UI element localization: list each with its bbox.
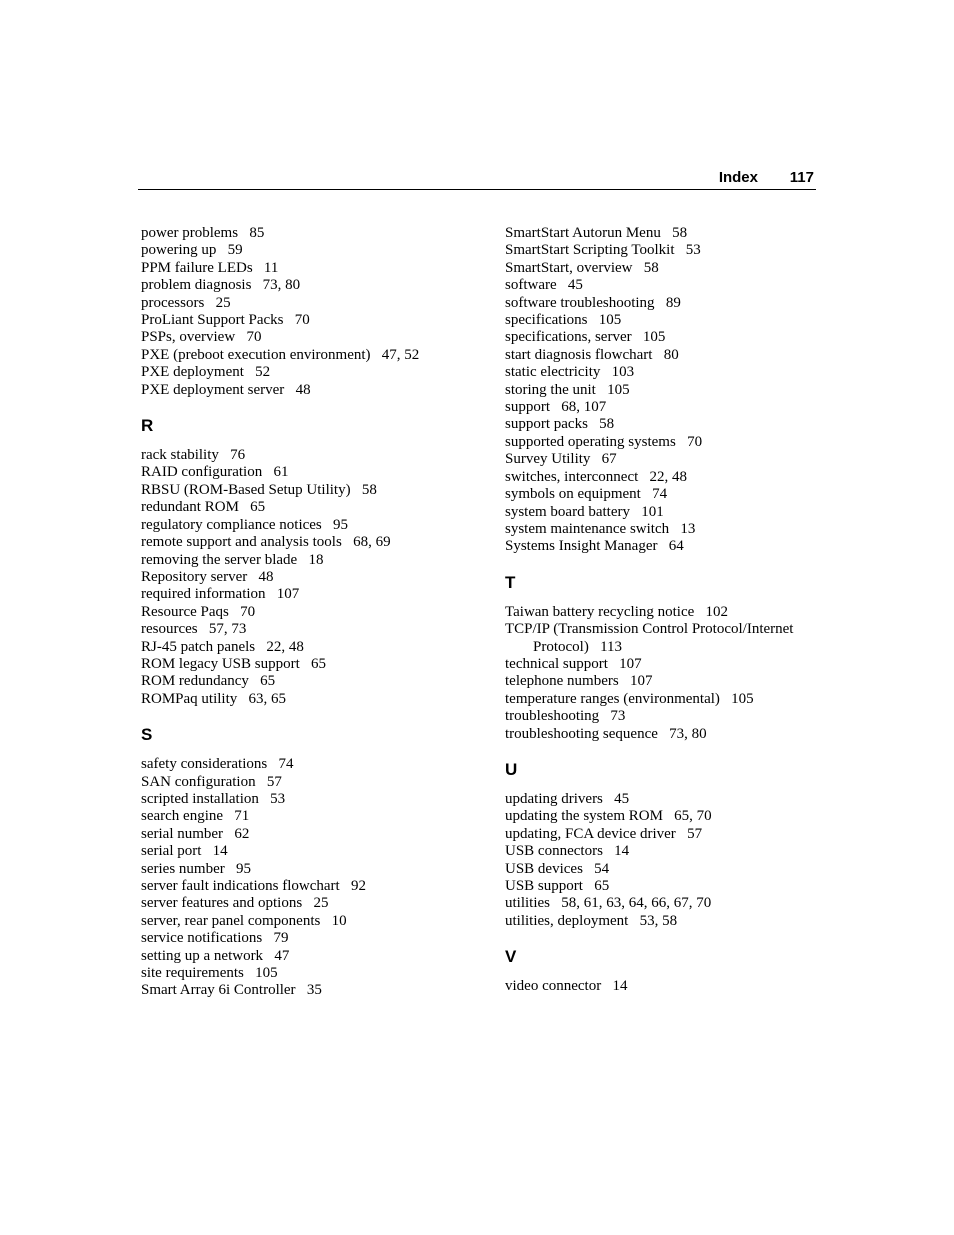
index-term: telephone numbers	[505, 673, 619, 690]
index-term: USB devices	[505, 860, 583, 877]
index-entry	[141, 312, 491, 329]
index-page-refs: 67	[601, 451, 617, 468]
index-page-refs: 64	[668, 538, 684, 555]
index-term: PXE (preboot execution environment)	[141, 346, 371, 363]
index-entry	[505, 691, 825, 708]
index-page-refs: 107	[629, 673, 653, 690]
index-entry	[505, 621, 825, 656]
index-entry	[141, 656, 491, 673]
index-entry	[505, 538, 825, 555]
index-page-refs: 105	[731, 690, 754, 707]
index-term: SmartStart Autorun Menu	[505, 225, 661, 241]
index-page-refs: 74	[652, 486, 668, 503]
index-entry	[141, 347, 491, 364]
index-term: SAN configuration	[141, 773, 256, 790]
index-page-refs: 71	[234, 808, 250, 825]
index-term: SmartStart, overview	[505, 259, 633, 276]
index-term: series number	[141, 860, 225, 877]
index-page-refs: 107	[619, 655, 642, 672]
index-entry	[505, 347, 825, 364]
index-page-refs: 107	[276, 586, 300, 603]
index-entry	[141, 843, 491, 860]
index-term: video connector	[505, 978, 602, 995]
index-term: regulatory compliance notices	[141, 516, 322, 533]
index-entry	[505, 312, 825, 329]
index-term: problem diagnosis	[141, 277, 252, 294]
index-term: technical support	[505, 655, 608, 672]
index-entry	[141, 895, 491, 912]
index-entry	[505, 878, 825, 895]
index-term: system maintenance switch	[505, 520, 670, 537]
index-entry	[141, 826, 491, 843]
index-page-refs: 45	[614, 790, 630, 807]
index-entry	[141, 329, 491, 346]
index-entry	[505, 708, 825, 725]
index-entry	[505, 416, 825, 433]
index-entry	[141, 604, 491, 621]
index-entry	[505, 486, 825, 503]
index-entry	[505, 451, 825, 468]
index-page-refs: 79	[273, 930, 289, 947]
index-term: static electricity	[505, 364, 601, 381]
index-entry	[141, 808, 491, 825]
index-term: server, rear panel components	[141, 912, 321, 929]
index-term: ProLiant Support Packs	[141, 312, 284, 329]
index-term: ROM legacy USB support	[141, 655, 300, 672]
index-entry	[505, 260, 825, 277]
index-term: Systems Insight Manager	[505, 538, 658, 555]
index-entry	[505, 434, 825, 451]
index-entry	[505, 843, 825, 860]
index-page-refs: 74	[278, 756, 294, 773]
index-entry	[505, 808, 825, 825]
index-page-refs: 53	[270, 790, 286, 807]
index-term: Resource Paqs	[141, 603, 229, 620]
index-entry	[505, 521, 825, 538]
header-title: Index	[718, 169, 758, 186]
index-page-refs: 11	[263, 259, 279, 276]
index-entry	[141, 447, 491, 464]
index-entry	[505, 604, 825, 621]
index-page-refs: 105	[642, 329, 666, 346]
index-entry	[141, 482, 491, 499]
index-term: ROMPaq utility	[141, 690, 238, 707]
index-term: updating the system ROM	[505, 808, 663, 825]
index-entry	[141, 569, 491, 586]
index-entry	[141, 948, 491, 965]
index-entry	[505, 277, 825, 294]
index-entry	[141, 364, 491, 381]
index-term: temperature ranges (environmental)	[505, 690, 720, 707]
index-term: USB support	[505, 878, 583, 894]
index-entry	[141, 586, 491, 603]
index-term: serial number	[141, 825, 224, 842]
index-page-refs: 13	[680, 520, 696, 537]
index-term: Survey Utility	[505, 451, 591, 468]
index-page-refs: 65	[311, 655, 326, 672]
index-page-refs: 58	[361, 481, 377, 498]
index-entry	[505, 978, 825, 995]
index-term: SmartStart Scripting Toolkit	[505, 242, 675, 259]
index-term: utilities, deployment	[505, 912, 629, 929]
index-page-refs: 105	[598, 312, 622, 329]
index-term: removing the server blade	[141, 551, 298, 568]
index-term: scripted installation	[141, 790, 259, 807]
index-term: search engine	[141, 808, 224, 825]
index-page-refs: 47	[274, 947, 290, 964]
index-entry	[505, 861, 825, 878]
index-page-refs: 59	[227, 242, 243, 259]
index-entry	[141, 225, 491, 242]
index-page-refs: 73, 80	[669, 725, 707, 742]
index-term: system board battery	[505, 503, 630, 520]
index-page-refs: 68, 69	[353, 534, 391, 551]
index-entry	[505, 913, 825, 930]
index-entry	[141, 965, 491, 982]
index-entry	[505, 364, 825, 381]
index-page-refs: 25	[313, 895, 329, 912]
index-term: ROM redundancy	[141, 673, 249, 690]
index-entry	[505, 504, 825, 521]
index-page-refs: 18	[308, 551, 324, 568]
index-term: updating drivers	[505, 790, 603, 807]
index-term: updating, FCA device driver	[505, 825, 676, 842]
index-term: rack stability	[141, 447, 219, 464]
index-term: specifications	[505, 312, 588, 329]
index-entry	[141, 277, 491, 294]
index-page-refs: 25	[215, 294, 231, 311]
index-page-refs: 35	[306, 982, 322, 999]
index-page-refs: 54	[594, 860, 610, 877]
index-term: server fault indications flowchart	[141, 878, 340, 894]
index-page-refs: 63, 65	[248, 690, 287, 707]
index-page-refs: 65, 70	[674, 808, 712, 825]
index-page-refs: 58	[672, 225, 688, 241]
index-page-refs: 22, 48	[649, 468, 688, 485]
index-page-refs: 89	[665, 294, 681, 311]
index-term: resources	[141, 621, 198, 638]
index-term: troubleshooting	[505, 708, 600, 725]
index-page-refs: 65	[250, 499, 266, 516]
index-term: PPM failure LEDs	[141, 259, 253, 276]
index-entry	[141, 861, 491, 878]
index-term: redundant ROM	[141, 499, 239, 516]
index-entry	[505, 469, 825, 486]
index-page-refs: 57	[266, 773, 282, 790]
index-term: Smart Array 6i Controller	[141, 982, 296, 999]
index-page-refs: 61	[273, 464, 289, 481]
index-page-refs: 68, 107	[561, 399, 607, 416]
index-entry	[505, 225, 825, 242]
index-page-refs: 65	[594, 878, 610, 894]
index-term: site requirements	[141, 965, 244, 982]
index-page-refs: 10	[331, 912, 347, 929]
index-entry	[141, 242, 491, 259]
index-page-refs: 53, 58	[639, 912, 678, 929]
index-term: storing the unit	[505, 381, 596, 398]
index-entry	[141, 774, 491, 791]
index-page-refs: 48	[258, 568, 274, 585]
index-entry	[141, 639, 491, 656]
index-page-refs: 58, 61, 63, 64, 66, 67, 70	[561, 895, 712, 912]
index-letter-heading: T	[505, 572, 516, 592]
index-entry	[505, 329, 825, 346]
index-page-refs: 102	[705, 603, 729, 620]
index-entry	[505, 826, 825, 843]
index-entry	[505, 726, 825, 743]
index-entry	[141, 756, 491, 773]
index-page-refs: 105	[607, 381, 630, 398]
index-page-refs: 103	[611, 364, 635, 381]
index-letter-heading: R	[141, 416, 154, 436]
index-page-refs: 70	[240, 603, 256, 620]
index-entry	[505, 791, 825, 808]
index-entry	[141, 517, 491, 534]
index-page-refs: 57	[687, 825, 703, 842]
index-term: troubleshooting sequence	[505, 725, 658, 742]
index-page-refs: 70	[246, 329, 262, 346]
index-term: Taiwan battery recycling notice	[505, 603, 695, 620]
index-page-refs: 73, 80	[262, 277, 301, 294]
index-page-refs: 95	[333, 516, 349, 533]
index-page-refs: 92	[350, 878, 366, 894]
index-letter-heading: S	[141, 725, 153, 745]
index-term: RJ-45 patch panels	[141, 638, 256, 655]
index-entry	[141, 552, 491, 569]
index-page-refs: 95	[235, 860, 251, 877]
index-page-refs: 14	[614, 843, 630, 860]
index-term: safety considerations	[141, 756, 268, 773]
index-column-left	[141, 225, 491, 1000]
index-page-refs: 105	[255, 965, 278, 982]
index-entry	[141, 621, 491, 638]
index-entry	[141, 878, 491, 895]
index-entry	[141, 382, 491, 399]
index-column-right	[505, 225, 825, 996]
index-term: Repository server	[141, 568, 248, 585]
index-page-refs: 73	[610, 708, 626, 725]
index-entry	[505, 895, 825, 912]
index-page-refs: 53	[685, 242, 701, 259]
page-number: 117	[789, 169, 814, 186]
index-term: supported operating systems	[505, 433, 676, 450]
index-page-refs: 48	[295, 381, 311, 398]
index-page-refs: 70	[687, 433, 703, 450]
index-page-refs: 85	[249, 225, 265, 241]
index-term: setting up a network	[141, 947, 264, 964]
index-page-refs: 47, 52	[381, 346, 420, 363]
index-term: USB connectors	[505, 843, 603, 860]
index-letter-heading: V	[505, 947, 517, 967]
index-term: TCP/IP (Transmission Control Protocol/Internet Protocol)	[505, 621, 794, 655]
index-entry	[141, 982, 491, 999]
index-term: support	[505, 399, 550, 416]
index-term: serial port	[141, 843, 202, 860]
index-entry	[141, 464, 491, 481]
index-page-refs: 22, 48	[266, 638, 304, 655]
index-term: switches, interconnect	[505, 468, 639, 485]
index-term: start diagnosis flowchart	[505, 346, 653, 363]
index-entry	[505, 673, 825, 690]
index-page-refs: 65	[260, 673, 276, 690]
index-page-refs: 80	[663, 346, 679, 363]
index-entry	[505, 382, 825, 399]
index-page-refs: 76	[230, 447, 246, 464]
index-term: PXE deployment	[141, 364, 244, 381]
index-term: power problems	[141, 225, 239, 241]
index-entry	[505, 656, 825, 673]
index-term: RAID configuration	[141, 464, 263, 481]
index-term: PSPs, overview	[141, 329, 236, 346]
index-entry	[141, 913, 491, 930]
index-term: software	[505, 277, 557, 294]
index-term: PXE deployment server	[141, 381, 285, 398]
index-term: software troubleshooting	[505, 294, 655, 311]
index-term: RBSU (ROM-Based Setup Utility)	[141, 481, 351, 498]
index-page-refs: 101	[641, 503, 664, 520]
index-page-refs: 70	[294, 312, 310, 329]
index-page-refs: 14	[212, 843, 228, 860]
index-page-refs: 14	[612, 978, 628, 995]
index-entry	[141, 499, 491, 516]
index-entry	[505, 242, 825, 259]
index-term: utilities	[505, 895, 550, 912]
index-entry	[141, 691, 491, 708]
index-page-refs: 45	[567, 277, 583, 294]
index-entry	[141, 260, 491, 277]
index-entry	[141, 930, 491, 947]
index-term: powering up	[141, 242, 217, 259]
index-entry	[141, 295, 491, 312]
index-page-refs: 113	[600, 638, 623, 655]
index-term: specifications, server	[505, 329, 632, 346]
index-term: remote support and analysis tools	[141, 534, 342, 551]
index-page-refs: 52	[255, 364, 271, 381]
index-term: server features and options	[141, 895, 303, 912]
index-entry	[505, 295, 825, 312]
index-page-refs: 58	[599, 416, 615, 433]
index-entry	[505, 399, 825, 416]
index-page-refs: 57, 73	[208, 621, 247, 638]
index-entry	[141, 673, 491, 690]
page-header	[138, 168, 816, 190]
index-page-refs: 62	[234, 825, 250, 842]
index-term: support packs	[505, 416, 588, 433]
index-term: required information	[141, 586, 266, 603]
index-term: processors	[141, 294, 205, 311]
index-entry	[141, 791, 491, 808]
index-term: symbols on equipment	[505, 486, 641, 503]
index-letter-heading: U	[505, 759, 518, 779]
index-term: service notifications	[141, 930, 263, 947]
index-page-refs: 58	[643, 259, 659, 276]
index-entry	[141, 534, 491, 551]
